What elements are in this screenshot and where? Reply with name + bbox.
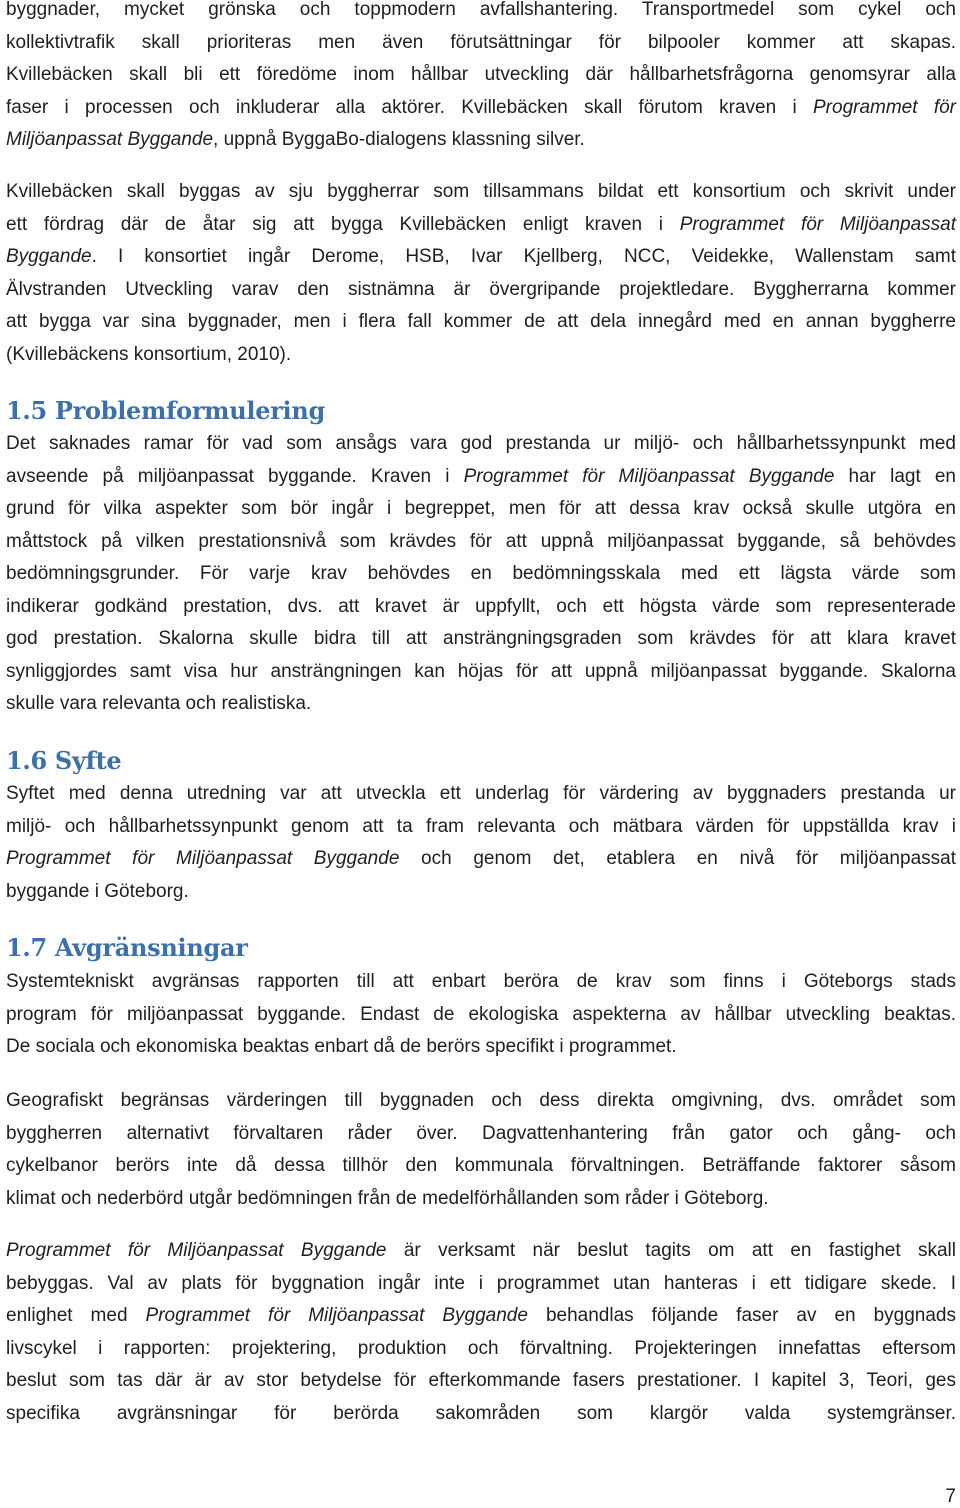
text-line: Geografiskt begränsas värderingen till byggnaden och dess direkta omgivning, dvs. området som [6, 1090, 956, 1111]
problem-paragraph [6, 428, 956, 721]
text-line: Programmet för Miljöanpassat Byggande är verksamt när beslut tagits om att en fastighet skall [6, 1240, 956, 1261]
section-heading-problem [6, 396, 956, 426]
section-number: 1.7 [6, 933, 47, 962]
text-line: Byggande. I konsortiet ingår Derome, HSB, Ivar Kjellberg, NCC, Veidekke, Wallenstam samt [6, 246, 956, 267]
program-title-italic: Programmet för Miljöanpassat Byggande [6, 848, 400, 869]
program-title-italic: Programmet för Miljöanpassat Byggande [463, 465, 835, 487]
text-line: bedömningsgrunder. För varje krav behövdes en bedömningsskala med ett lägsta värde som [6, 563, 956, 584]
text-line: Kvillebäcken skall bli ett föredöme inom hållbar utveckling där hållbarhetsfrågorna genomsyrar alla [6, 64, 956, 85]
text-line: ett fördrag där de åtar sig att bygga Kvillebäcken enligt kraven i Programmet för Miljöanpassat [6, 213, 956, 235]
text-line: byggnader, mycket grönska och toppmodern avfallshantering. Transportmedel som cykel och [6, 0, 956, 20]
text-line: Programmet för Miljöanpassat Byggande och genom det, etablera en nivå för miljöanpassat [6, 848, 956, 869]
text-line: grund för vilka aspekter som bör ingår i begreppet, men för att dessa krav också skulle utgöra en [6, 498, 956, 519]
program-title-italic: Miljöanpassat Byggande [6, 129, 214, 150]
section-heading-avgransningar [6, 933, 956, 963]
text-line: bebyggas. Val av plats för byggnation ingår inte i programmet utan hanteras i ett tidigare skede. I [6, 1272, 956, 1294]
text-line: cykelbanor berörs inte då dessa tillhör den kommunala förvaltningen. Beträffande faktorer såsom [6, 1155, 956, 1176]
text-line: beslut som tas där är av stor betydelse för efterkommande fasers prestationer. I kapitel 3, Teori, ges [6, 1370, 956, 1391]
text-line: klimat och nederbörd utgår bedömningen från de medelförhållanden som råder i Göteborg. [6, 1187, 769, 1209]
text-line: indikerar godkänd prestation, dvs. att kravet är uppfyllt, och ett högsta värde som representerade [6, 595, 956, 617]
section-title: Syfte [54, 746, 122, 775]
text-line: (Kvillebäckens konsortium, 2010). [6, 343, 292, 365]
program-title-italic: Programmet för Miljöanpassat Byggande [145, 1305, 528, 1326]
section-number: 1.5 [6, 396, 47, 425]
text-line: enlighet med Programmet för Miljöanpassat Byggande behandlas följande faser av en byggnads [6, 1305, 956, 1326]
syfte-paragraph [6, 778, 956, 908]
text-line: program för miljöanpassat byggande. Endast de ekologiska aspekterna av hållbar utveckling beaktas. [6, 1003, 956, 1025]
text-line: Älvstranden Utveckling varav den sistnämna är övergripande projektledare. Byggherrarna kommer [6, 278, 956, 300]
program-title-italic: Programmet för [813, 96, 956, 118]
consortium-paragraph [6, 176, 956, 371]
text-line: att bygga var sina byggnader, men i flera fall kommer de att dela innegård med en annan byggherre [6, 311, 956, 332]
text-line: skulle vara relevanta och realistiska. [6, 693, 312, 714]
text-line: faser i processen och inkluderar alla aktörer. Kvillebäcken skall förutom kraven i Programmet för [6, 96, 956, 118]
text-line: Miljöanpassat Byggande, uppnå ByggaBo-dialogens klassning silver. [6, 129, 585, 150]
page-number: 7 [945, 1486, 956, 1507]
text-line: Syftet med denna utredning var att utveckla ett underlag för värdering av byggnaders prestanda ur [6, 783, 956, 804]
text-line: Systemtekniskt avgränsas rapporten till att enbart beröra de krav som finns i Göteborgs stads [6, 971, 956, 992]
avgransningar-paragraph-1 [6, 966, 956, 1064]
text-line: god prestation. Skalorna skulle bidra till att ansträngningsgraden som krävdes för att klara kravet [6, 628, 956, 649]
section-number: 1.6 [6, 746, 47, 775]
text-line: avseende på miljöanpassat byggande. Kraven i Programmet för Miljöanpassat Byggande har lagt en [6, 465, 956, 487]
section-heading-syfte [6, 746, 956, 776]
text-line: kollektivtrafik skall prioriteras men även förutsättningar för bilpooler kommer att skapas. [6, 31, 956, 53]
text-line: De sociala och ekonomiska beaktas enbart då de berörs specifikt i programmet. [6, 1036, 677, 1057]
text-line: specifika avgränsningar för berörda sakområden som klargör valda systemgränser. [6, 1402, 956, 1424]
text-line: Kvillebäcken skall byggas av sju byggherrar som tillsammans bildat ett konsortium och skrivit under [6, 181, 956, 202]
avgransningar-paragraph-2 [6, 1085, 956, 1215]
program-title-italic: Programmet för Miljöanpassat [679, 213, 956, 235]
text-line: miljö- och hållbarhetssynpunkt genom att ta fram relevanta och mätbara värden för uppställda krav i [6, 815, 956, 837]
text-line: måttstock på vilken prestationsnivå som krävdes för att uppnå miljöanpassat byggande, så behövdes [6, 530, 956, 552]
text-line: synliggjordes samt visa hur ansträngningen kan höjas för att uppnå miljöanpassat byggande. Skalorna [6, 660, 956, 682]
text-line: Det saknades ramar för vad som ansågs vara god prestanda ur miljö- och hållbarhetssynpunkt med [6, 433, 956, 454]
text-line: livscykel i rapporten: projektering, produktion och förvaltning. Projekteringen innefattas eftersom [6, 1337, 956, 1359]
section-title: Problemformulering [54, 396, 325, 425]
text-line: byggande i Göteborg. [6, 880, 189, 902]
program-title-italic: Byggande [6, 246, 92, 267]
intro-paragraph [6, 0, 956, 157]
avgransningar-paragraph-3 [6, 1235, 956, 1430]
text-line: byggherren alternativt förvaltaren råder över. Dagvattenhantering från gator och gång- och [6, 1122, 956, 1144]
section-title: Avgränsningar [54, 933, 248, 962]
program-title-italic: Programmet för Miljöanpassat Byggande [6, 1240, 387, 1261]
